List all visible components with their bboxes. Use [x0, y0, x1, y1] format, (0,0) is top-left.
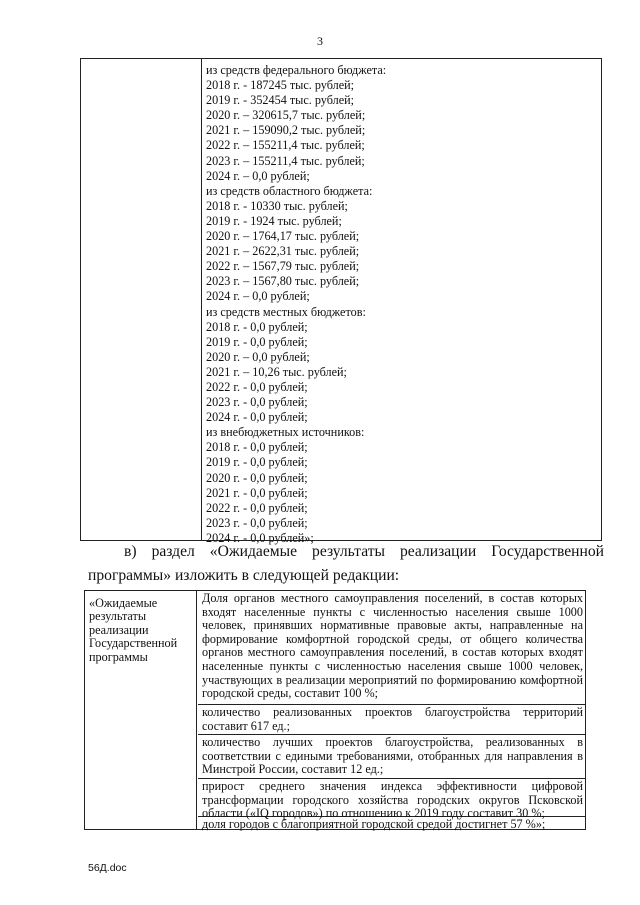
funding-line: 2018 г. - 0,0 рублей; [206, 440, 308, 455]
funding-line: 2022 г. – 1567,79 тыс. рублей; [206, 259, 360, 274]
paragraph-line-1: в) раздел «Ожидаемые результаты реализации Государственной [124, 543, 604, 560]
funding-table-left-cell [81, 59, 202, 540]
funding-line: 2024 г. – 0,0 рублей; [206, 289, 310, 304]
funding-line: 2020 г. – 320615,7 тыс. рублей; [206, 108, 366, 123]
result-item: Доля органов местного самоуправления поселений, в состав которых входят населенные пункты с численностью населения свыше 1000 человек, принявших нормативные правовые акты, направленные на формирование комфортной городской среды, от общего количества органов местного самоуправления поселений, в состав которых входят населенные пункты с численностью населения свыше 1000 человек, участвующих в реализации мероприятий по формированию комфортной городской среды, составит 100 %; [202, 591, 583, 701]
funding-line: 2023 г. - 0,0 рублей; [206, 515, 308, 530]
results-table [84, 590, 586, 830]
result-item: количество реализованных проектов благоустройства территорий составит 617 ед.; [198, 704, 585, 734]
results-table-items [198, 591, 585, 829]
result-item: прирост среднего значения индекса эффективности цифровой трансформации городского хозяйства городских округов Псковской области («IQ городов») по отношению к 2019 году составит 30 %; [198, 778, 585, 816]
funding-line: 2018 г. - 10330 тыс. рублей; [206, 198, 348, 213]
funding-line: 2023 г. - 0,0 рублей; [206, 395, 308, 410]
funding-line: 2022 г. - 0,0 рублей; [206, 500, 308, 515]
funding-table-right-cell [202, 63, 601, 546]
funding-line: 2020 г. – 1764,17 тыс. рублей; [206, 229, 360, 244]
funding-line: 2020 г. - 0,0 рублей; [206, 470, 308, 485]
funding-line: 2019 г. - 1924 тыс. рублей; [206, 213, 342, 228]
funding-line: 2023 г. – 155211,4 тыс. рублей; [206, 153, 365, 168]
funding-line: 2023 г. – 1567,80 тыс. рублей; [206, 274, 360, 289]
result-item: количество лучших проектов благоустройства, реализованных в соответствии с едиными требованиями, отобранных для направления в Минстрой России, составит 12 ед.; [198, 734, 585, 778]
funding-line: 2021 г. – 10,26 тыс. рублей; [206, 364, 347, 379]
funding-line: 2024 г. - 0,0 рублей; [206, 410, 308, 425]
funding-line: 2019 г. - 0,0 рублей; [206, 455, 308, 470]
funding-line: 2018 г. - 0,0 рублей; [206, 319, 308, 334]
funding-line: 2021 г. – 2622,31 тыс. рублей; [206, 244, 360, 259]
funding-line: 2018 г. - 187245 тыс. рублей; [206, 78, 355, 93]
funding-table [80, 58, 602, 545]
funding-line: 2024 г. – 0,0 рублей; [206, 168, 310, 183]
funding-line: 2024 г. - 0,0 рублей»; [206, 530, 314, 545]
funding-line: из средств федерального бюджета: [206, 63, 387, 77]
funding-line: 2021 г. - 0,0 рублей; [206, 485, 308, 500]
funding-line: 2019 г. - 352454 тыс. рублей; [206, 93, 355, 108]
results-table-label: «Ожидаемые результаты реализации Государственной программы [85, 591, 197, 829]
page-number: 3 [317, 34, 323, 48]
paragraph-line-2: программы» изложить в следующей редакции: [88, 567, 400, 584]
funding-line: из средств областного бюджета: [206, 183, 373, 198]
funding-line: 2022 г. – 155211,4 тыс. рублей; [206, 138, 365, 153]
funding-line: 2019 г. - 0,0 рублей; [206, 334, 308, 349]
funding-line: 2022 г. - 0,0 рублей; [206, 379, 308, 394]
funding-line: 2021 г. – 159090,2 тыс. рублей; [206, 123, 366, 138]
funding-line: из внебюджетных источников: [206, 425, 365, 440]
funding-line: 2020 г. – 0,0 рублей; [206, 349, 310, 364]
file-name-footer: 56Д.doc [88, 862, 127, 874]
funding-line: из средств местных бюджетов: [206, 304, 366, 319]
result-item: доля городов с благоприятной городской средой достигнет 57 %»; [198, 816, 585, 834]
